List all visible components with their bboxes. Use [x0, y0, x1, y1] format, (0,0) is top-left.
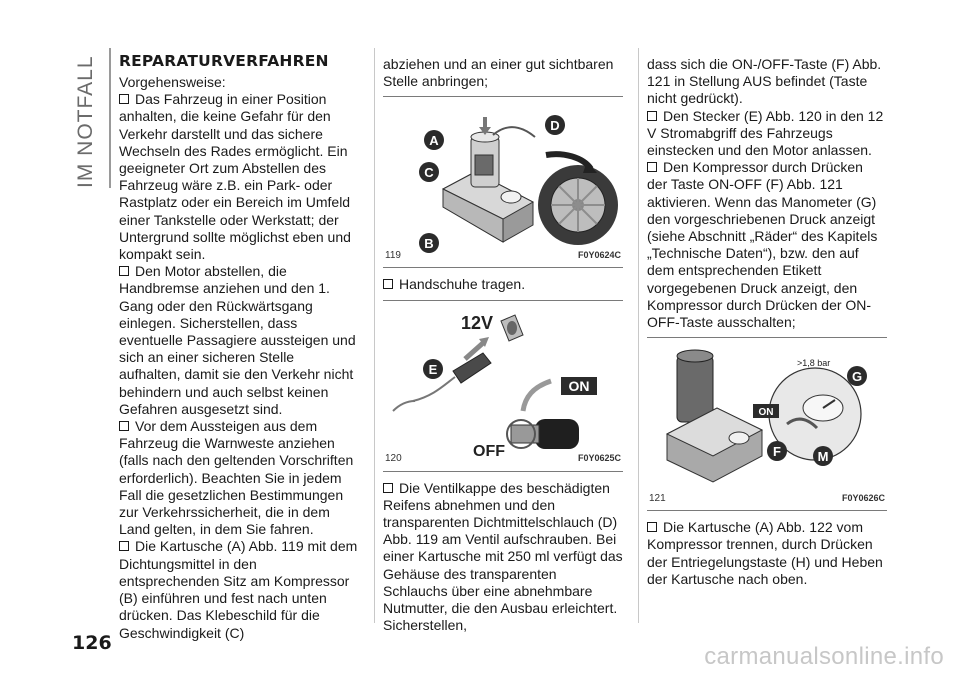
- checkbox-icon: [383, 279, 393, 289]
- step-item: [647, 159, 887, 331]
- step-item: [119, 418, 359, 538]
- checkbox-icon: [647, 162, 657, 172]
- figure-label: A: [429, 133, 439, 149]
- step-text: Den Kompressor durch Drücken der Taste ON-OFF (F) Abb. 121 aktivieren. Wenn das Manometer (G) den vorgeschriebenen Druck anzeigt (siehe Abschnitt „Räder“ des Kapitels „Technische Daten“), bzw. den auf dem entsprechenden Etikett vorgegebenen Druck anzeigt, den Kompressor durch Drücken der ON-OFF-Taste ausschalten;: [647, 159, 878, 331]
- step-item: [647, 108, 887, 160]
- column-2: [383, 56, 623, 634]
- figure-120: [383, 300, 623, 472]
- section-tab: [74, 48, 98, 188]
- figure-code: F0Y0624C: [577, 250, 621, 261]
- step-item: [383, 480, 623, 635]
- step-item: [119, 91, 359, 263]
- figure-number: 120: [385, 453, 402, 465]
- plug-ignition-illustration: [383, 301, 623, 471]
- figure-label: C: [424, 165, 434, 181]
- column-3: [647, 56, 887, 588]
- step-text: Die Kartusche (A) Abb. 119 mit dem Dichtungsmittel in den entsprechenden Sitz am Kompressor (B) einführen und fest nach unten drücken. Das Klebeschild für die Geschwindigkeit (C): [119, 538, 358, 641]
- figure-code: F0Y0625C: [577, 453, 621, 464]
- column-divider: [638, 48, 639, 623]
- step-text: Die Ventilkappe des beschädigten Reifens abnehmen und den transparenten Dichtmittelschlauch (D) Abb. 119 am Ventil aufschrauben. Bei einer Kartusche mit 250 ml verfügt das Gehäuse des transparenten Schlauchs über eine abnehmbare Nutmutter, die den Ausbau erleichtert. Sicherstellen,: [383, 479, 623, 634]
- step-text: Vor dem Aussteigen aus dem Fahrzeug die Warnweste anziehen (falls nach den geltenden Vorschriften erforderlich). Beachten Sie in jedem Fall die gesetzlichen Bestimmungen zur Verkehrssicherheit, die in dem Land gelten, in dem Sie fahren.: [119, 418, 354, 538]
- figure-label: F: [773, 444, 781, 460]
- compressor-cartridge-illustration: [383, 97, 623, 267]
- figure-label: B: [424, 236, 434, 252]
- checkbox-icon: [119, 266, 129, 276]
- figure-label: 12V: [461, 312, 494, 333]
- figure-number: 119: [385, 250, 401, 262]
- checkbox-icon: [119, 541, 129, 551]
- figure-label: M: [817, 449, 829, 465]
- column-divider: [374, 48, 375, 623]
- step-item: [383, 276, 623, 293]
- step-text: Den Stecker (E) Abb. 120 in den 12 V Stromabgriff des Fahrzeugs einstecken und den Motor anlassen.: [647, 107, 884, 159]
- section-tab-rule: [109, 48, 111, 188]
- column-1: [119, 52, 359, 642]
- checkbox-icon: [383, 483, 393, 493]
- checkbox-icon: [119, 421, 129, 431]
- figure-label: >1,8 bar: [797, 358, 831, 369]
- continuation-text: abziehen und an einer gut sichtbaren Stelle anbringen;: [383, 56, 614, 90]
- figure-119: [383, 96, 623, 268]
- figure-label: OFF: [473, 442, 505, 460]
- watermark: carmanualsonline.info: [704, 643, 944, 670]
- step-text: Handschuhe tragen.: [399, 276, 526, 293]
- step-item: [119, 538, 359, 641]
- step-item: [119, 263, 359, 418]
- section-heading: REPARATURVERFAHREN: [119, 52, 329, 70]
- figure-number: 121: [649, 493, 666, 505]
- figure-code: F0Y0626C: [841, 493, 885, 504]
- page-number: 126: [72, 632, 112, 654]
- figure-label: ON: [758, 407, 774, 419]
- figure-label: ON: [568, 377, 590, 394]
- figure-label: G: [851, 369, 863, 385]
- step-text: Die Kartusche (A) Abb. 122 vom Kompressor trennen, durch Drücken der Entriegelungstaste (H) und Heben der Kartusche nach oben.: [647, 519, 883, 587]
- checkbox-icon: [119, 94, 129, 104]
- step-item: [647, 519, 887, 588]
- continuation-text: dass sich die ON-/OFF-Taste (F) Abb. 121 in Stellung AUS befindet (Taste nicht gedrückt).: [647, 56, 882, 107]
- section-tab-label: IM NOTFALL: [74, 55, 97, 188]
- step-text: Den Motor abstellen, die Handbremse anziehen und den 1. Gang oder den Rückwärtsgang einlegen. Sicherstellen, dass eventuelle Passagiere aussteigen und sich an einer sicheren Stelle aufhalten, damit sie den Verkehr nicht behindern und auch selbst keinen Gefahren ausgesetzt sind.: [119, 263, 356, 417]
- figure-label: D: [550, 118, 560, 134]
- checkbox-icon: [647, 111, 657, 121]
- step-text: Das Fahrzeug in einer Position anhalten, die keine Gefahr für den Verkehr darstellt und das sichere Wechseln des Rades ermöglicht. Ein geeigneter Ort zum Abstellen des Fahrzeug wäre z.B. ein Park- oder Rastplatz oder ein Bereich im Umfeld einer Tankstelle oder Werkstatt; der Untergrund sollte möglichst eben und kompakt sein.: [119, 91, 351, 263]
- intro-text: Vorgehensweise:: [119, 74, 226, 90]
- figure-label: E: [428, 361, 438, 377]
- compressor-gauge-illustration: [647, 338, 887, 510]
- figure-121: [647, 337, 887, 511]
- checkbox-icon: [647, 522, 657, 532]
